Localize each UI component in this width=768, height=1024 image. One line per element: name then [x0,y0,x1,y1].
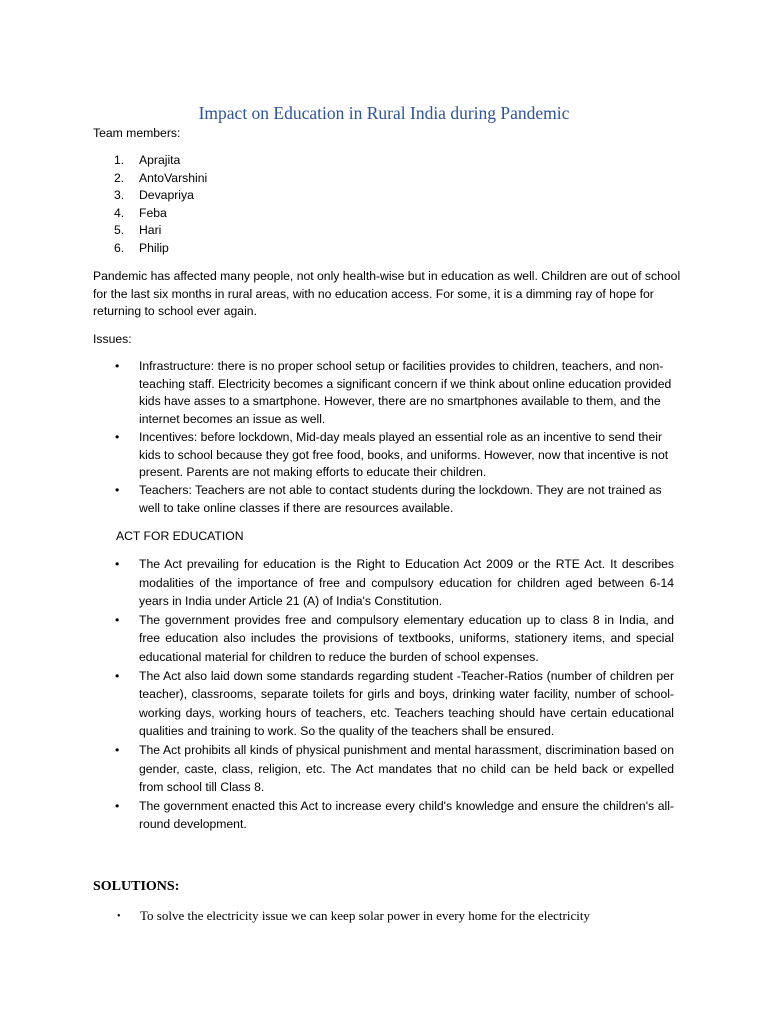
bullet-icon: • [117,911,121,922]
list-item: • The government provides free and compulsory elementary education up to class 8 in India, and free education also includes the provisions of textbooks, uniforms, stationery items, and special educational material for children to reduce the burden of school expenses. [115,612,674,664]
list-item: • Teachers: Teachers are not able to contact students during the lockdown. They are not trained as well to take online classes if there are resources available. [115,482,662,515]
team-members-list [93,152,207,258]
member-name: Devapriya [139,188,194,203]
list-item: 5. Hari [114,223,162,238]
list-item: 6. Philip [114,240,169,255]
list-item: • The Act prohibits all kinds of physical punishment and mental harassment, discrimination based on gender, caste, class, religion, etc. The Act mandates that no child can be held back or expelled from school till Class 8. [115,742,674,795]
list-item: 2. AntoVarshini [114,170,208,185]
bullet-icon: • [115,798,120,813]
list-item: 3. Devapriya [114,188,194,203]
bullet-icon: • [115,612,120,627]
bullet-icon: • [115,482,120,497]
act-points-list [93,555,674,834]
list-item: 1. Aprajita [114,153,181,167]
list-item: • The government enacted this Act to increase every child's knowledge and ensure the children's all-round development. [115,798,674,832]
bullet-icon: • [115,359,120,373]
member-name: Aprajita [139,153,181,167]
solutions-list [93,907,590,925]
solutions-heading: SOLUTIONS: [93,879,180,894]
intro-paragraph: Pandemic has affected many people, not only health-wise but in education as well. Children are out of school for the last six months in rural areas, with no education access. For some, it is a dimming ray of hope for returning to school ever again. [93,269,681,319]
bullet-icon: • [115,429,120,444]
list-item: 4. Feba [114,205,167,220]
act-heading: ACT FOR EDUCATION [116,529,244,543]
team-members-label: Team members: [93,126,181,140]
list-item: • Incentives: before lockdown, Mid-day meals played an essential role as an incentive to send their kids to school because they got free food, books, and uniforms. However, now that incentive is not present. Parents are not making efforts to educate their children. [115,429,669,480]
bullet-icon: • [115,742,120,757]
member-name: Feba [139,205,167,220]
member-name: AntoVarshini [139,170,208,185]
list-item: • The Act prevailing for education is the Right to Education Act 2009 or the RTE Act. It describes modalities of the importance of free and compulsory education for children aged between 6-14 years in India under Article 21 (A) of India's Constitution. [115,557,674,609]
bullet-icon: • [115,557,120,571]
list-item: • To solve the electricity issue we can keep solar power in every home for the electricity [93,907,590,925]
list-item: • Infrastructure: there is no proper school setup or facilities provides to children, teachers, and non-teaching staff. Electricity becomes a significant concern if we think about online education provided kids have asses to a smartphone. However, there are no smartphones available to them, and the internet becomes an issue as well. [115,359,672,427]
list-item: • The Act also laid down some standards regarding student -Teacher-Ratios (number of children per teacher), classrooms, separate toilets for girls and boys, drinking water facility, number of school-working days, working hours of teachers, etc. Teachers teaching should have certain educational qualities and training to work. So the quality of the teachers shall be ensured. [115,668,674,739]
document-title: Impact on Education in Rural India during Pandemic [198,103,570,123]
member-name: Hari [139,223,162,238]
issues-label: Issues: [93,332,132,346]
issues-list [93,358,683,517]
member-name: Philip [139,240,169,255]
bullet-icon: • [115,668,120,683]
